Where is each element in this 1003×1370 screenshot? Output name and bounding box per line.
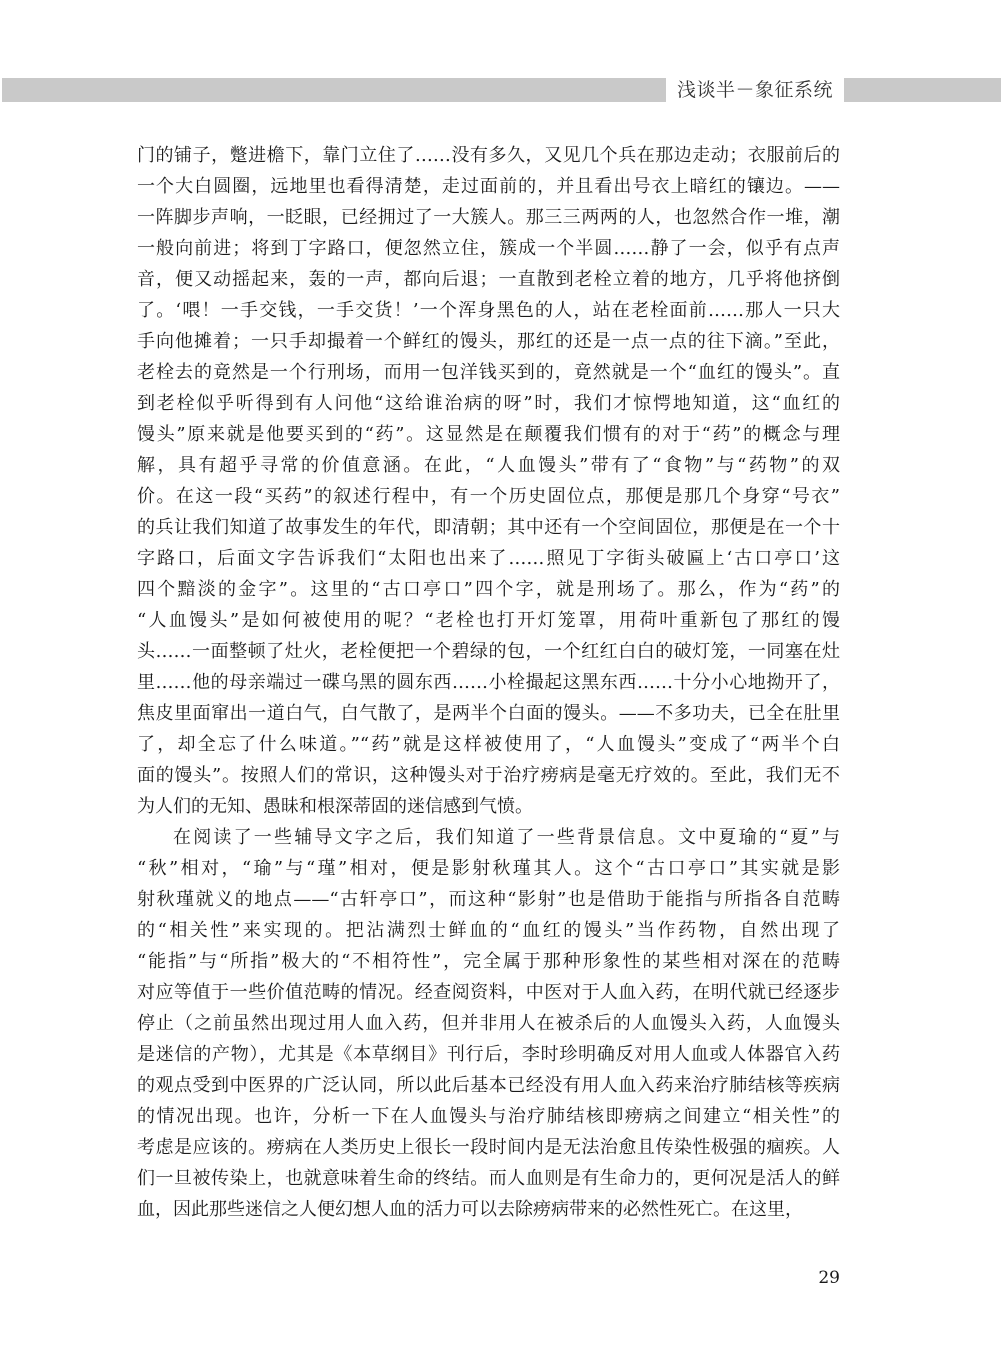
text-line: 一般向前进；将到丁字路口，便忽然立住，簇成一个半圆……静了一会，似乎有点声 [137, 238, 840, 259]
text-line: 头……一面整顿了灶火，老栓便把一个碧绿的包，一个红红白白的破灯笼，一同塞在灶 [137, 641, 840, 662]
text-line: 里……他的母亲端过一碟乌黑的圆东西……小栓撮起这黑东西……十分小心地拗开了， [137, 672, 840, 693]
text-line: 四个黯淡的金字”。这里的“古口亭口”四个字，就是刑场了。那么，作为“药”的 [137, 579, 840, 600]
text-line: 馒头”原来就是他要买到的“药”。这显然是在颠覆我们惯有的对于“药”的概念与理 [137, 424, 840, 445]
text-line: “人血馒头”是如何被使用的呢？“老栓也打开灯笼罩，用荷叶重新包了那红的馒 [137, 610, 840, 631]
text-line: 解，具有超乎寻常的价值意涵。在此，“人血馒头”带有了“食物”与“药物”的双 [137, 455, 840, 476]
text-line: 射秋瑾就义的地点——“古轩亭口”，而这种“影射”也是借助于能指与所指各自范畴 [137, 889, 840, 910]
text-line: 停止（之前虽然出现过用人血入药，但并非用人在被杀后的人血馒头入药，人血馒头 [137, 1013, 840, 1034]
text-line: 的兵让我们知道了故事发生的年代，即清朝；其中还有一个空间固位，那便是在一个十 [137, 517, 840, 538]
running-header-title: 浅谈半－象征系统 [666, 75, 844, 105]
text-line: 的“相关性”来实现的。把沾满烈士鲜血的“血红的馒头”当作药物，自然出现了 [137, 920, 840, 941]
text-line: 了。‘喂！一手交钱，一手交货！’一个浑身黑色的人，站在老栓面前……那人一只大 [137, 300, 840, 321]
text-line: 门的铺子，蹩进檐下，靠门立住了……没有多久，又见几个兵在那边走动；衣服前后的 [137, 145, 840, 166]
text-line: 对应等值于一些价值范畴的情况。经查阅资料，中医对于人血入药，在明代就已经逐步 [137, 982, 840, 1003]
text-line: 是迷信的产物），尤其是《本草纲目》刊行后，李时珍明确反对用人血或人体器官入药 [137, 1044, 840, 1065]
text-line: “秋”相对，“瑜”与“瑾”相对，便是影射秋瑾其人。这个“古口亭口”其实就是影 [137, 858, 840, 879]
text-line: 考虑是应该的。痨病在人类历史上很长一段时间内是无法治愈且传染性极强的痼疾。人 [137, 1137, 840, 1158]
header-band [2, 78, 1001, 102]
text-line: 老栓去的竟然是一个行刑场，而用一包洋钱买到的，竟然就是一个“血红的馒头”。直 [137, 362, 840, 383]
text-line: 字路口，后面文字告诉我们“太阳也出来了……照见丁字街头破匾上‘古口亭口’这 [137, 548, 840, 569]
paragraph [137, 822, 840, 1225]
text-line: 血，因此那些迷信之人便幻想人血的活力可以去除痨病带来的必然性死亡。在这里， [137, 1199, 803, 1220]
text-line: 一个大白圆圈，远地里也看得清楚，走过面前的，并且看出号衣上暗红的镶边。—— [137, 176, 840, 197]
text-line: 们一旦被传染上，也就意味着生命的终结。而人血则是有生命力的，更何况是活人的鲜 [137, 1168, 840, 1189]
text-line: 为人们的无知、愚昧和根深蒂固的迷信感到气愤。 [137, 796, 533, 817]
text-line: 到老栓似乎听得到有人问他“这给谁治病的呀”时，我们才惊愕地知道，这“血红的 [137, 393, 840, 414]
text-line: 在阅读了一些辅导文字之后，我们知道了一些背景信息。文中夏瑜的“夏”与 [173, 827, 840, 848]
text-line: 一阵脚步声响，一眨眼，已经拥过了一大簇人。那三三两两的人，也忽然合作一堆，潮 [137, 207, 840, 228]
text-line: 面的馒头”。按照人们的常识，这种馒头对于治疗痨病是毫无疗效的。至此，我们无不 [137, 765, 840, 786]
text-line: 焦皮里面窜出一道白气，白气散了，是两半个白面的馒头。——不多功夫，已全在肚里 [137, 703, 840, 724]
text-line: 价。在这一段“买药”的叙述行程中，有一个历史固位点，那便是那几个身穿“号衣” [137, 486, 840, 507]
text-line: 的情况出现。也许，分析一下在人血馒头与治疗肺结核即痨病之间建立“相关性”的 [137, 1106, 840, 1127]
text-line: 手向他摊着；一只手却撮着一个鲜红的馒头，那红的还是一点一点的往下滴。”至此， [137, 331, 840, 352]
text-line: “能指”与“所指”极大的“不相符性”，完全属于那种形象性的某些相对深在的范畴 [137, 951, 840, 972]
text-line: 了，却全忘了什么味道。”“药”就是这样被使用了，“人血馒头”变成了“两半个白 [137, 734, 840, 755]
page-number: 29 [818, 1268, 840, 1288]
paragraph [137, 140, 840, 822]
text-line: 的观点受到中医界的广泛认同，所以此后基本已经没有用人血入药来治疗肺结核等疾病 [137, 1075, 840, 1096]
body-text [137, 140, 840, 1225]
text-line: 音，便又动摇起来，轰的一声，都向后退；一直散到老栓立着的地方，几乎将他挤倒 [137, 269, 840, 290]
